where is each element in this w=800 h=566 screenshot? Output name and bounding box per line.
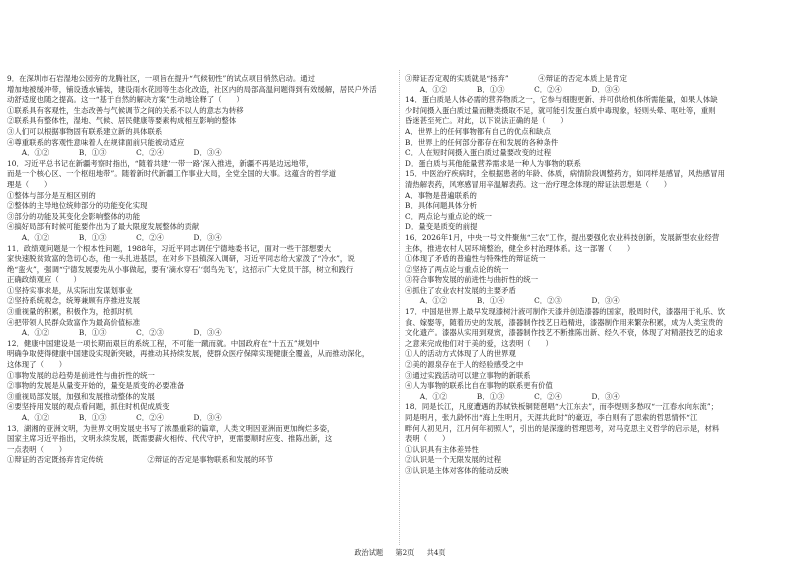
right-column-line: 17．中国是世界上最早发现漆树汁液可制作天漆并创造漆器的国家，殷周时代，漆器用于礼乐、饮 bbox=[405, 307, 725, 317]
left-column-line: A．①② B．①③ C．②④ D．③④ bbox=[7, 148, 222, 158]
left-column-line: ③重视局部发展，加强和发展推动整体的发展 bbox=[7, 391, 155, 401]
left-column-line: 这体现了（ ） bbox=[7, 360, 67, 370]
left-column-line: ④尊重联系的客观性意味着人在规律面前只能被动适应 bbox=[7, 137, 185, 147]
left-column-line: 动舒适度也随之提高。这一“基于自然的解决方案”生动地诠释了（ ） bbox=[7, 95, 244, 105]
right-column-line: 18．同是长江，凡度遭遇的苏轼铁板铜琵琶唱“大江东去”，而李煜则多愁叹“一江春水向东流”； bbox=[405, 402, 719, 412]
right-column-line: 文化遗产。漆器从实用到观赏，漆器制作技艺不断推陈出新、经久不衰，体现了对精湛技艺的追求 bbox=[405, 328, 723, 338]
left-column-line: A．①② B．①③ C．②④ D．③④ bbox=[7, 413, 222, 422]
right-column-line: 食、嫁娶等，随着历史的发展，漆器制作技艺日趋精进，漆器制作用来繁杂积累，成为人类宝贵的 bbox=[405, 317, 723, 327]
right-column-line: B．世界上的任何部分都存在和发展的各种条件 bbox=[405, 137, 559, 147]
left-column-line: 12．健康中国建设是一项长期而艰巨的系统工程，不可能一蹴而就。中国政府在“十五五”规划中 bbox=[7, 338, 320, 348]
left-column-line: ④要坚持用发展的观点看问题，抓住时机促成质变 bbox=[7, 402, 170, 412]
right-column-line: 昏迷甚至死亡。对此，以下说法正确的是（ ） bbox=[405, 116, 568, 126]
right-column-line: A．①② B．①③ C．②④ D．③④ bbox=[405, 84, 620, 94]
left-column-line: 11．政绩观问题是一个根本性问题，1988年，习近平同志调任宁德地委书记，面对一些干部想要大 bbox=[7, 243, 332, 253]
right-column-line: A．事物是普遍联系的 bbox=[405, 190, 477, 200]
left-column-line: ④把带领人民群众致富作为最高价值标准 bbox=[7, 317, 141, 327]
left-column-line: ③部分的功能及其变化会影响整体的功能 bbox=[7, 211, 141, 221]
right-column-line: D．蛋白质与其他能量营养需求是一种人为事物的联系 bbox=[405, 158, 581, 168]
right-column-line: D．量变是质变的前提 bbox=[405, 222, 478, 232]
left-column-line: 正确政绩观应（ ） bbox=[7, 275, 81, 285]
right-column-line: C．人在短时间摄入蛋白质过量要改变的过程 bbox=[405, 148, 552, 158]
left-column-line: 理是（ ） bbox=[7, 179, 52, 189]
right-column bbox=[405, 74, 789, 477]
left-column-line: 9．在深圳市石岩湿地公园旁的龙腾社区，一项旨在提升“气候韧性”的试点项目悄然启动。通过 bbox=[7, 74, 316, 83]
right-column-line: A．①② B．①③ C．②④ D．③④ bbox=[405, 391, 620, 401]
right-column-line: A．①② B．①④ C．②③ D．③④ bbox=[405, 296, 620, 306]
left-column-line: ①联系具有客观性，生态改善与气候调节之间的关系不以人的意志为转移 bbox=[7, 105, 244, 115]
column-divider bbox=[399, 70, 400, 545]
left-column-line: ①事物发展的总趋势是前进性与曲折性的统一 bbox=[7, 370, 155, 380]
left-column-line: 10．习近平总书记在新疆考察时指出，“随着共建‘一带一路’深入推进，新疆不再是边远地带， bbox=[7, 158, 314, 168]
left-column-line: A．①② B．①③ C．②④ D．③④ bbox=[7, 232, 222, 242]
left-column-line: ③人们可以根据事物固有联系建立新的具体联系 bbox=[7, 126, 163, 136]
right-column-line: ①人的活动方式体现了人的世界观 bbox=[405, 349, 516, 359]
left-column-line: 家快速脱贫致富的急切心态，他一头扎进基层，在对乡下县镇深入调研，习近平同志给大家泼了“冷水”，说 bbox=[7, 254, 355, 264]
left-column-line: ①坚持实事求是，从实际出发谋划事业 bbox=[7, 285, 133, 295]
left-column-line: ④搞好局部有时候可能要作出为了最大限度发展整体的贡献 bbox=[7, 222, 200, 232]
right-column-line: ②认识是一个无限发展的过程 bbox=[405, 455, 502, 465]
left-column-line: 绝“蛮火”，强调“宁德发展要先从小事做起，要有‘滴水穿石’‘弱鸟先飞’，这招示广大党员干部，树立和践行 bbox=[7, 264, 354, 274]
left-column-line: ③重视量的积累，积极作为，抢抓时机 bbox=[7, 307, 133, 317]
footer-page-number: 第2页 bbox=[395, 548, 415, 557]
right-column-line: ④人为事物的联系比自在事物的联系更有价值 bbox=[405, 381, 553, 391]
right-column-line: 15．中医治疗疾病时，全根据患者的年龄、体质，病情阶段调整药方，如同样是感冒，风热感冒用 bbox=[405, 169, 725, 179]
right-column-line: 主体，推进农村人居环境整治，健全乡村治理体系。这一部署（ ） bbox=[405, 243, 635, 253]
left-column-line: ②事物的发展是从量变开始的，量变是质变的必要准备 bbox=[7, 381, 185, 391]
right-column-line: ①认识具有主体差异性 bbox=[405, 444, 479, 454]
right-column-line: ③符合事物发展的前进性与曲折性的统一 bbox=[405, 275, 539, 285]
right-column-line: ③认识是主体对客体的能动反映 bbox=[405, 465, 509, 475]
right-column-line: 表明（ ） bbox=[405, 434, 450, 444]
right-column-line: 清热解表药，风寒感冒用辛温解表药。这一治疗理念体现的辩证法思想是（ ） bbox=[405, 179, 672, 189]
right-column-line: ②美的源泉存在于人的经验感受之中 bbox=[405, 360, 524, 370]
right-column-line: 14．蛋白质是人体必需的营养物质之一，它参与细胞更新、并可供给机体所需能量，如果人体缺 bbox=[405, 95, 718, 105]
left-column-line: ②整体的主导地位统帅部分的功能变化实现 bbox=[7, 201, 148, 211]
right-column-line: 少时间摄入蛋白质过量而糖类摄取不足，就可能引发蛋白质中毒现象，轻则头晕、呕吐等，重则 bbox=[405, 105, 716, 115]
left-column bbox=[7, 74, 393, 466]
left-column-line: 一点表明（ ） bbox=[7, 444, 67, 454]
right-column-line: 16．2026年1月，中央一号文件聚焦“三农”工作，提出要强化农业科技创新，发展新型农业经营 bbox=[405, 232, 720, 242]
page-footer bbox=[0, 548, 800, 558]
left-column-line: 明确争取使得健康中国建设实现新突破，再推动其持续发展，使群众医疗保障实现健康全覆盖，从而推动深化， bbox=[7, 349, 370, 359]
left-column-line: ①整体与部分是互相区别的 bbox=[7, 190, 96, 200]
left-column-line: 增加地被缓冲带，铺设透水铺装，建设雨水花园等生态化改造，社区内的局部高温问题得到有效缓解，居民户外活 bbox=[7, 84, 377, 94]
right-column-line: B．具体问题具体分析 bbox=[405, 201, 477, 211]
left-column-line: ②联系具有整体性，湿地、气候、居民健康等要素构成相互影响的整体 bbox=[7, 116, 237, 126]
right-column-line: A．世界上的任何事物都有自己的优点和缺点 bbox=[405, 126, 551, 136]
left-column-line: 国家主席习近平指出，文明永续发展，既需要薪火相传、代代守护，更需要顺时应变、推陈出新，这 bbox=[7, 434, 333, 444]
right-column-line: 同是明月，张九龄怀出“海上生明月，天涯共此时”的豪迈，李白则有了思索的哲思情怀“江 bbox=[405, 413, 698, 422]
left-column-line: ①辩证的否定既扬弃肯定传统 ②辩证的否定是事物联系和发展的环节 bbox=[7, 455, 274, 465]
left-column-line: 13．湖湘的亚洲文明，为世界文明发展史书写了浓墨重彩的篇章，人类文明因亚洲而更加绚烂多姿， bbox=[7, 423, 335, 433]
left-column-line: 而是一个核心区、一个枢纽地带”。随着新时代新疆工作事业大局，全党全国的大事。这蕴含的哲学道 bbox=[7, 169, 337, 179]
right-column-line: 畔何人初见月，江月何年初照人”，引出的是深邃的哲理思考，对马克思主义哲学的启示是，材料 bbox=[405, 423, 720, 433]
right-column-line: ④抓住了农业农村发展的主要矛盾 bbox=[405, 285, 516, 295]
footer-subject: 政治试题 bbox=[354, 548, 384, 557]
right-column-line: ①体现了矛盾的普遍性与特殊性的辩证统一 bbox=[405, 254, 546, 264]
right-column-line: C．两点论与重点论的统一 bbox=[405, 211, 493, 221]
footer-total-pages: 共4页 bbox=[426, 548, 446, 557]
left-column-line: ②坚持系统观念，统筹兼顾有序推进发展 bbox=[7, 296, 141, 306]
right-column-line: ③辩证否定观的实质就是“扬弃” ④辩证的否定本质上是肯定 bbox=[405, 74, 628, 83]
left-column-line: A．①② B．①③ C．②③ D．③④ bbox=[7, 328, 222, 338]
right-column-line: ③通过实践活动可以建立事物的新联系 bbox=[405, 370, 531, 380]
right-column-line: 之意来完成他们对于美的爱，这表明（ ） bbox=[405, 338, 553, 348]
right-column-line: ②坚持了两点论与重点论的统一 bbox=[405, 264, 509, 274]
